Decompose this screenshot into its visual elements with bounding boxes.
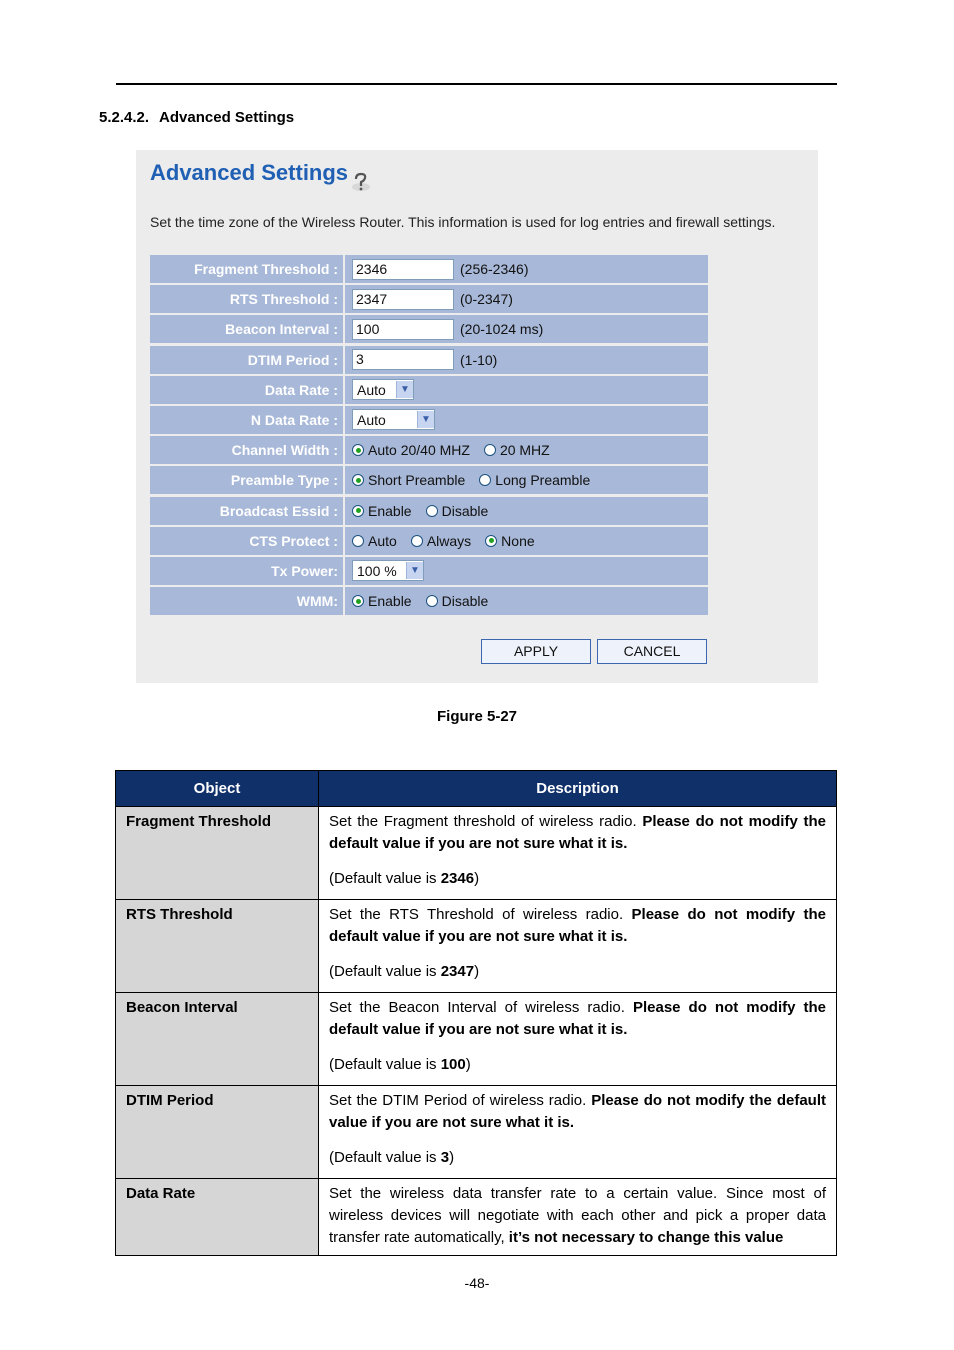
description-text: Set the wireless data transfer rate to a certain value. Since most of wireless devices will negotiate with each other and pick a proper data transfer rate automatically, — [329, 1185, 826, 1246]
tx-power-select[interactable] — [352, 560, 424, 581]
row-channel-width — [150, 436, 708, 464]
cts-protect-none-radio[interactable] — [485, 533, 534, 549]
advanced-settings-screenshot — [136, 150, 818, 683]
object-cell: RTS Threshold — [116, 900, 319, 993]
description-text: Set the RTS Threshold of wireless radio. — [329, 906, 632, 923]
tx-power-value: 100 % — [357, 562, 397, 579]
radio-unchecked-icon — [479, 474, 491, 486]
panel-description: Set the time zone of the Wireless Router. This information is used for log entries and firewall settings. — [150, 214, 776, 230]
row-data-rate — [150, 376, 708, 404]
table-row — [116, 1179, 837, 1256]
rts-threshold-input[interactable]: 2347 — [352, 289, 454, 310]
warning-text: Please do not modify the default value if you are not sure what it is. — [329, 813, 826, 852]
row-dtim-period — [150, 346, 708, 374]
fragment-threshold-range: (256-2346) — [460, 261, 529, 277]
radio-unchecked-icon — [426, 595, 438, 607]
warning-text: Please do not modify the default value if you are not sure what it is. — [329, 999, 827, 1038]
fragment-threshold-input[interactable]: 2346 — [352, 259, 454, 280]
table-row — [116, 900, 837, 993]
description-cell — [319, 1179, 837, 1256]
rts-threshold-label: RTS Threshold : — [150, 285, 343, 313]
object-cell: Data Rate — [116, 1179, 319, 1256]
table-row — [116, 993, 837, 1086]
radio-unchecked-icon — [484, 444, 496, 456]
table-header-row — [116, 771, 837, 807]
chevron-down-icon[interactable]: ▼ — [406, 562, 423, 579]
default-prefix: (Default value is — [329, 1056, 441, 1073]
default-value: 2347 — [440, 963, 475, 980]
description-text: Set the Fragment threshold of wireless radio. — [329, 813, 643, 830]
radio-checked-icon — [352, 444, 364, 456]
default-value: 3 — [440, 1149, 450, 1166]
default-suffix: ) — [474, 870, 480, 887]
section-heading — [99, 109, 294, 126]
dtim-period-label: DTIM Period : — [150, 346, 343, 374]
description-table — [115, 770, 837, 1256]
radio-label: Auto 20/40 MHZ — [368, 442, 470, 459]
radio-label: Always — [426, 532, 472, 549]
row-cts-protect — [150, 527, 708, 555]
cts-protect-always-radio[interactable] — [411, 533, 471, 549]
warning-text: it’s not necessary to change this value — [508, 1229, 784, 1246]
n-data-rate-label: N Data Rate : — [150, 406, 343, 434]
n-data-rate-select[interactable] — [352, 409, 435, 430]
radio-label: Auto — [368, 532, 397, 549]
rts-threshold-range: (0-2347) — [460, 291, 513, 308]
default-suffix: ) — [474, 963, 480, 980]
preamble-type-label: Preamble Type : — [150, 466, 343, 494]
data-rate-value: Auto — [357, 381, 386, 398]
warning-text: Please do not modify the default value if you are not sure what it is. — [329, 906, 826, 945]
column-header-object: Object — [116, 771, 319, 807]
broadcast-essid-label: Broadcast Essid : — [150, 497, 343, 525]
row-n-data-rate — [150, 406, 708, 434]
object-cell: Fragment Threshold — [116, 807, 319, 900]
preamble-short-radio[interactable] — [352, 472, 465, 488]
radio-label: Disable — [441, 502, 489, 519]
dtim-period-range: (1-10) — [460, 351, 498, 368]
cts-protect-label: CTS Protect : — [150, 527, 343, 555]
description-cell — [319, 807, 837, 900]
radio-label: Short Preamble — [368, 472, 466, 489]
default-suffix: ) — [449, 1149, 455, 1166]
radio-unchecked-icon — [352, 535, 364, 547]
wmm-label: WMM: — [150, 587, 343, 615]
default-prefix: (Default value is — [329, 963, 441, 980]
column-header-description: Description — [319, 771, 837, 807]
object-cell: Beacon Interval — [116, 993, 319, 1086]
figure-caption: Figure 5-27 — [436, 708, 518, 725]
row-beacon-interval — [150, 315, 708, 343]
help-icon[interactable] — [350, 172, 372, 192]
table-row — [116, 1086, 837, 1179]
default-value: 2346 — [440, 870, 475, 887]
warning-text: Please do not modify the default value if you are not sure what it is. — [329, 1092, 826, 1131]
row-wmm — [150, 587, 708, 615]
radio-label: Long Preamble — [495, 472, 591, 489]
settings-form — [150, 255, 708, 617]
radio-unchecked-icon — [426, 505, 438, 517]
preamble-long-radio[interactable] — [479, 472, 590, 488]
radio-checked-icon — [352, 505, 364, 517]
description-cell — [319, 993, 837, 1086]
radio-label: Disable — [441, 593, 489, 610]
channel-width-20-radio[interactable] — [484, 442, 550, 458]
row-tx-power — [150, 557, 708, 585]
data-rate-select[interactable] — [352, 379, 414, 400]
wmm-enable-radio[interactable] — [352, 593, 412, 609]
radio-unchecked-icon — [411, 535, 423, 547]
default-prefix: (Default value is — [329, 1149, 441, 1166]
description-cell — [319, 900, 837, 993]
default-suffix: ) — [465, 1056, 471, 1073]
apply-button[interactable]: APPLY — [481, 639, 591, 664]
header-rule — [116, 83, 837, 85]
section-number: 5.2.4.2. — [99, 109, 150, 126]
n-data-rate-value: Auto — [357, 411, 386, 428]
broadcast-essid-disable-radio[interactable] — [426, 503, 489, 519]
radio-label: Enable — [368, 593, 412, 610]
channel-width-auto-radio[interactable] — [352, 442, 470, 458]
table-row — [116, 807, 837, 900]
data-rate-label: Data Rate : — [150, 376, 343, 404]
description-cell — [319, 1086, 837, 1179]
beacon-interval-label: Beacon Interval : — [150, 315, 343, 343]
section-title: Advanced Settings — [159, 109, 295, 126]
cts-protect-auto-radio[interactable] — [352, 533, 397, 549]
tx-power-label: Tx Power: — [150, 557, 343, 585]
object-cell: DTIM Period — [116, 1086, 319, 1179]
row-broadcast-essid — [150, 497, 708, 525]
row-preamble-type — [150, 466, 708, 494]
radio-checked-icon — [485, 535, 497, 547]
beacon-interval-input[interactable]: 100 — [352, 319, 454, 340]
default-value: 100 — [440, 1056, 466, 1073]
radio-label: Enable — [368, 502, 412, 519]
row-rts-threshold — [150, 285, 708, 313]
wmm-disable-radio[interactable] — [426, 593, 489, 609]
radio-label: 20 MHZ — [499, 442, 550, 459]
broadcast-essid-enable-radio[interactable] — [352, 503, 412, 519]
radio-checked-icon — [352, 474, 364, 486]
description-text: Set the DTIM Period of wireless radio. — [329, 1092, 592, 1109]
cancel-button[interactable]: CANCEL — [597, 639, 707, 664]
panel-title: Advanced Settings — [150, 160, 349, 185]
chevron-down-icon[interactable]: ▼ — [417, 411, 434, 428]
description-text: Set the Beacon Interval of wireless radio. — [329, 999, 633, 1016]
channel-width-label: Channel Width : — [150, 436, 343, 464]
beacon-interval-range: (20-1024 ms) — [460, 321, 544, 338]
radio-label: None — [501, 532, 535, 549]
page-number: -48- — [464, 1275, 490, 1291]
chevron-down-icon[interactable]: ▼ — [396, 381, 413, 398]
dtim-period-input[interactable]: 3 — [352, 349, 454, 370]
radio-checked-icon — [352, 595, 364, 607]
fragment-threshold-label: Fragment Threshold : — [150, 255, 343, 283]
default-prefix: (Default value is — [329, 870, 441, 887]
row-fragment-threshold — [150, 255, 708, 283]
